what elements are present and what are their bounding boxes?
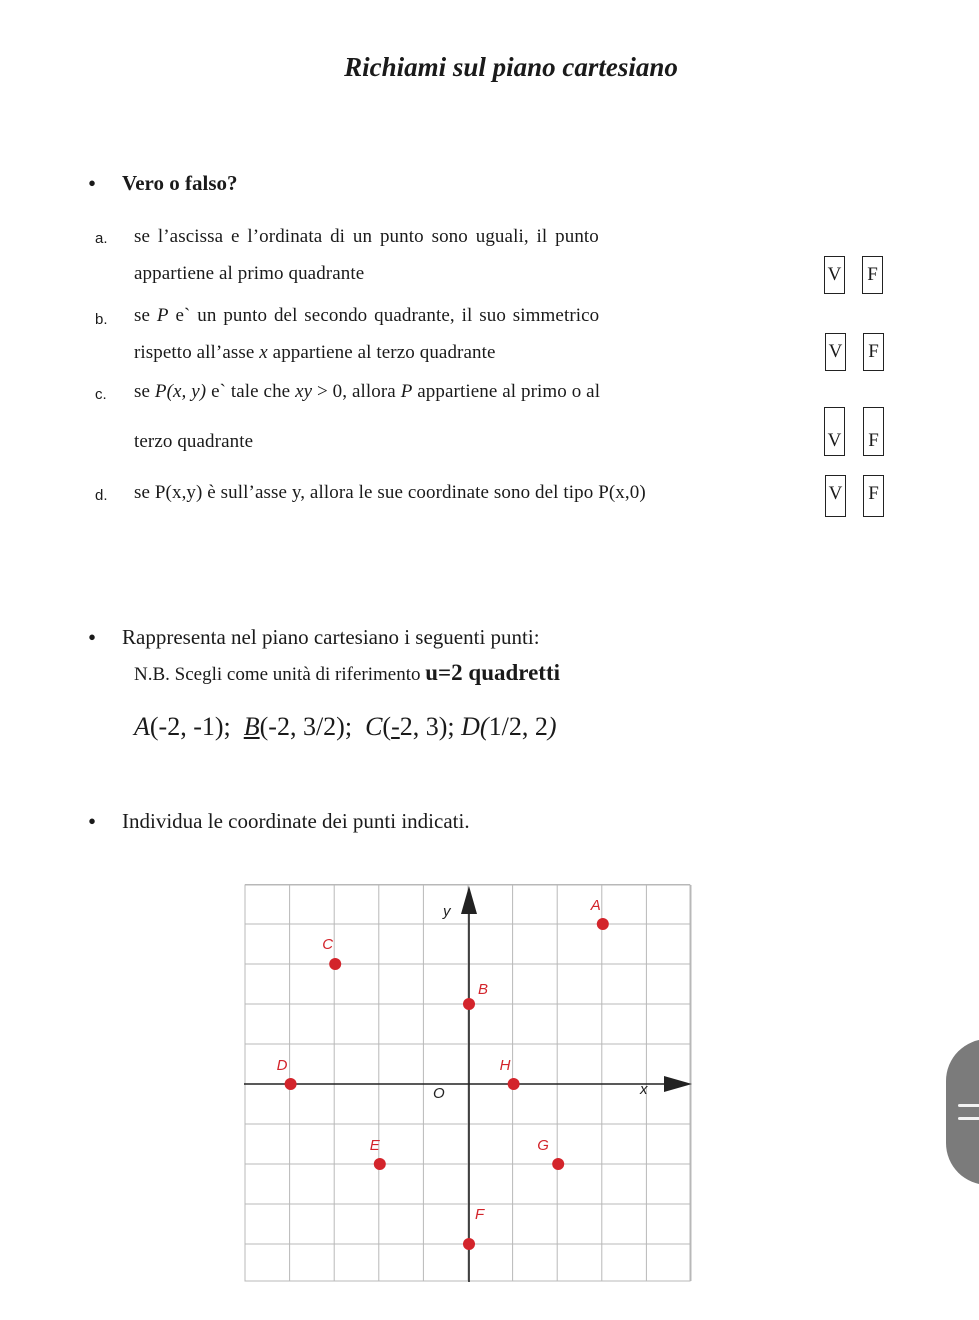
item-a-line2: appartiene al primo quadrante xyxy=(134,263,365,284)
point-label-b: B xyxy=(478,981,489,998)
point-a xyxy=(597,918,609,930)
item-a-false-box[interactable]: F xyxy=(862,256,883,294)
section2-heading: Rappresenta nel piano cartesiano i seguenti punti: xyxy=(122,625,540,649)
points-layer xyxy=(277,897,609,1250)
item-c-true-box[interactable]: V xyxy=(824,407,845,456)
point-label-a: A xyxy=(590,897,601,914)
item-c-line1: se P(x, y) e` tale che xy > 0, allora P appartiene al primo o al xyxy=(134,381,601,402)
origin-label: O xyxy=(433,1085,445,1102)
cartesian-plane xyxy=(244,884,692,1282)
section3-heading: Individua le coordinate dei punti indicati. xyxy=(122,809,470,833)
point-d xyxy=(285,1078,297,1090)
point-label-d: D xyxy=(276,1057,288,1074)
point-label-f: F xyxy=(475,1206,485,1223)
item-b-letter: b. xyxy=(95,311,108,328)
section1-heading: Vero o falso? xyxy=(122,171,238,195)
y-axis-label: y xyxy=(443,903,451,920)
item-b-line2: rispetto all’asse x appartiene al terzo quadrante xyxy=(134,342,496,363)
item-b-true-box[interactable]: V xyxy=(825,333,846,371)
item-c-line2: terzo quadrante xyxy=(134,431,254,452)
point-b xyxy=(463,998,475,1010)
points-list: A(-2, -1); B(-2, 3/2); C(-2, 3); D(1/2, 2) xyxy=(134,712,557,741)
x-axis-label: x xyxy=(640,1081,648,1098)
point-f xyxy=(463,1238,475,1250)
item-b-false-box[interactable]: F xyxy=(863,333,884,371)
bullet-dot: • xyxy=(88,809,97,834)
point-label-g: G xyxy=(537,1137,549,1154)
point-c xyxy=(329,958,341,970)
bullet-dot: • xyxy=(88,171,97,196)
item-a-letter: a. xyxy=(95,230,108,247)
page-title: Richiami sul piano cartesiano xyxy=(344,52,678,82)
item-d-letter: d. xyxy=(95,487,108,504)
side-panel-handle[interactable] xyxy=(946,1039,979,1185)
point-label-e: E xyxy=(369,1137,380,1154)
point-label-h: H xyxy=(499,1057,511,1074)
item-c-false-box[interactable]: F xyxy=(863,407,884,456)
handle-grip-icon xyxy=(958,1104,979,1107)
item-d-true-box[interactable]: V xyxy=(825,475,846,517)
point-g xyxy=(552,1158,564,1170)
item-d-line1: se P(x,y) è sull’asse y, allora le sue coordinate sono del tipo P(x,0) xyxy=(134,482,646,503)
item-b-line1: se P e` un punto del secondo quadrante, il suo simmetrico xyxy=(134,305,600,326)
handle-grip-icon xyxy=(958,1117,979,1120)
point-h xyxy=(508,1078,520,1090)
item-a-line1: se l’ascissa e l’ordinata di un punto sono uguali, il punto xyxy=(134,226,599,247)
item-d-false-box[interactable]: F xyxy=(863,475,884,517)
nb-note: N.B. Scegli come unità di riferimento u=2 quadretti xyxy=(134,660,560,685)
item-a-true-box[interactable]: V xyxy=(824,256,845,294)
bullet-dot: • xyxy=(88,625,97,650)
y-axis-arrow xyxy=(461,886,477,914)
x-axis-arrow xyxy=(664,1076,692,1092)
point-e xyxy=(374,1158,386,1170)
point-label-c: C xyxy=(322,936,334,953)
item-c-letter: c. xyxy=(95,386,107,403)
grid xyxy=(245,884,691,1281)
